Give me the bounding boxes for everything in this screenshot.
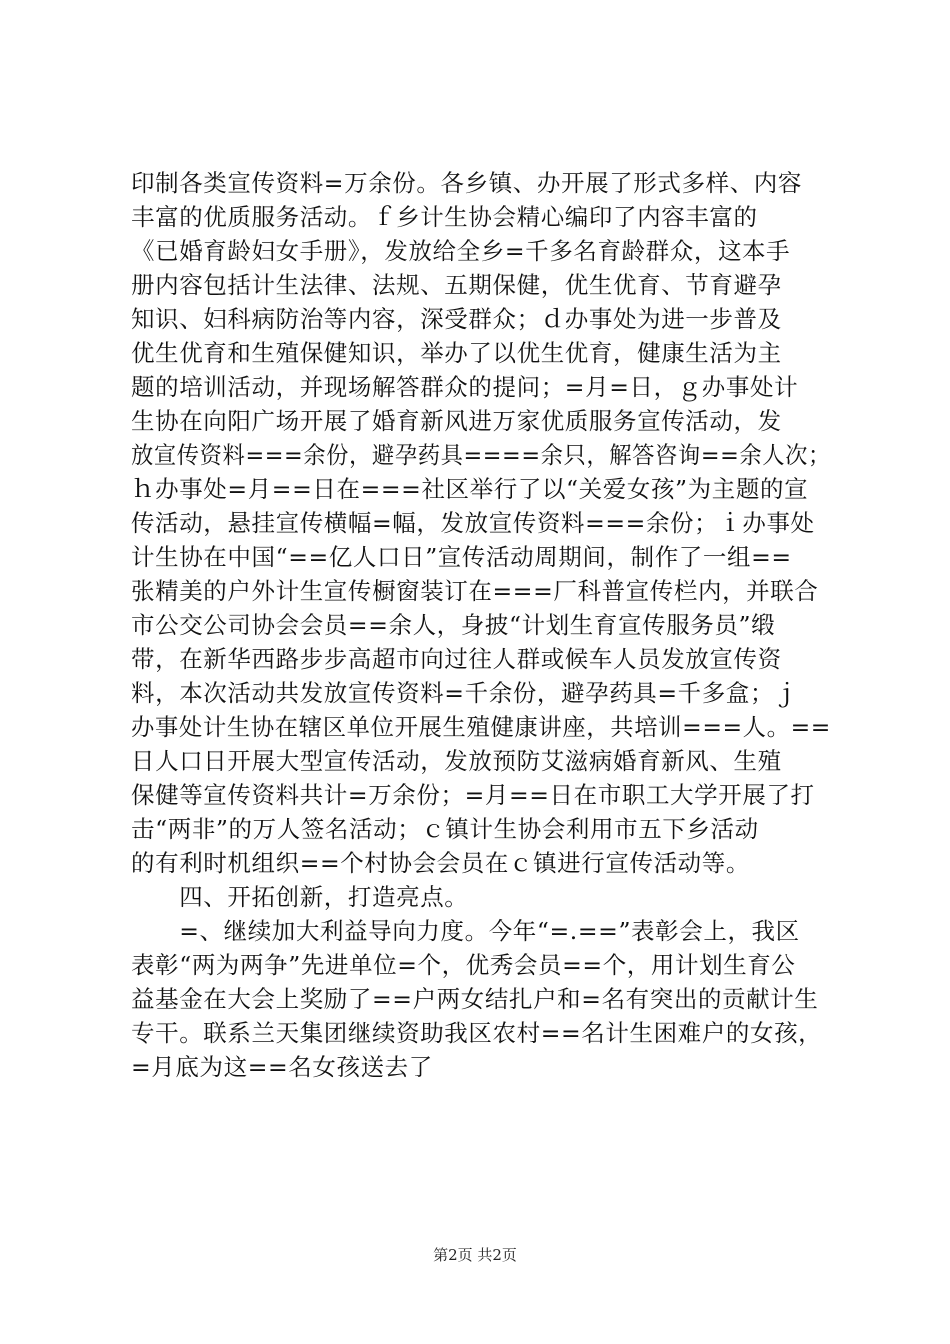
text-line: 张精美的户外计生宣传橱窗装订在===厂科普宣传栏内，并联合 xyxy=(131,577,819,605)
text-line: 击“两非”的万人签名活动；ｃ镇计生协会利用市五下乡活动 xyxy=(131,815,759,843)
text-line: ｈ办事处=月==日在===社区举行了以“关爱女孩”为主题的宣 xyxy=(131,475,809,503)
text-line: 生协在向阳广场开展了婚育新风进万家优质服务宣传活动，发 xyxy=(131,407,782,435)
text-line: 《已婚育龄妇女手册》，发放给全乡=千多名育龄群众，这本手 xyxy=(131,237,791,265)
text-line: 日人口日开展大型宣传活动，发放预防艾滋病婚育新风、生殖 xyxy=(131,747,782,775)
text-line: 市公交公司协会会员==余人，身披“计划生育宣传服务员”缎 xyxy=(131,611,776,639)
text-line: =月底为这==名女孩送去了 xyxy=(131,1053,433,1081)
text-line: 题的培训活动，并现场解答群众的提问；=月=日，ｇ办事处计 xyxy=(131,373,799,401)
text-line: 计生协在中国“==亿人口日”宣传活动周期间，制作了一组== xyxy=(131,543,792,571)
text-line: 放宣传资料===余份，避孕药具====余只，解答咨询==余人次； xyxy=(131,441,831,469)
text-line: 印制各类宣传资料=万余份。各乡镇、办开展了形式多样、内容 xyxy=(131,169,802,197)
text-line: 丰富的优质服务活动。ｆ乡计生协会精心编印了内容丰富的 xyxy=(131,203,758,231)
text-line: 专干。联系兰天集团继续资助我区农村==名计生困难户的女孩， xyxy=(131,1019,823,1047)
text-line: =、继续加大利益导向力度。今年“=.==”表彰会上，我区 xyxy=(131,917,800,945)
text-line: 传活动，悬挂宣传横幅=幅，发放宣传资料===余份；ｉ办事处 xyxy=(131,509,815,537)
text-line: 表彰“两为两争”先进单位=个，优秀会员==个，用计划生育公 xyxy=(131,951,796,979)
text-line: 益基金在大会上奖励了==户两女结扎户和=名有突出的贡献计生 xyxy=(131,985,819,1013)
text-line: 保健等宣传资料共计=万余份；=月==日在市职工大学开展了打 xyxy=(131,781,815,809)
text-line: 册内容包括计生法律、法规、五期保健，优生优育、节育避孕 xyxy=(131,271,782,299)
page-footer: 第2页 共2页 xyxy=(433,1246,517,1264)
text-line: 优生优育和生殖保健知识，举办了以优生优育，健康生活为主 xyxy=(131,339,782,367)
text-line: 办事处计生协在辖区单位开展生殖健康讲座，共培训===人。== xyxy=(131,713,831,741)
section-heading: 四、开拓创新，打造亮点。 xyxy=(131,883,469,911)
text-line: 的有利时机组织==个村协会会员在ｃ镇进行宣传活动等。 xyxy=(131,849,750,877)
text-line: 料，本次活动共发放宣传资料=千余份，避孕药具=千多盒；ｊ xyxy=(131,679,799,707)
text-line: 知识、妇科病防治等内容，深受群众；ｄ办事处为进一步普及 xyxy=(131,305,782,333)
document-body xyxy=(131,166,831,1084)
text-line: 带，在新华西路步步高超市向过往人群或候车人员发放宣传资 xyxy=(131,645,782,673)
